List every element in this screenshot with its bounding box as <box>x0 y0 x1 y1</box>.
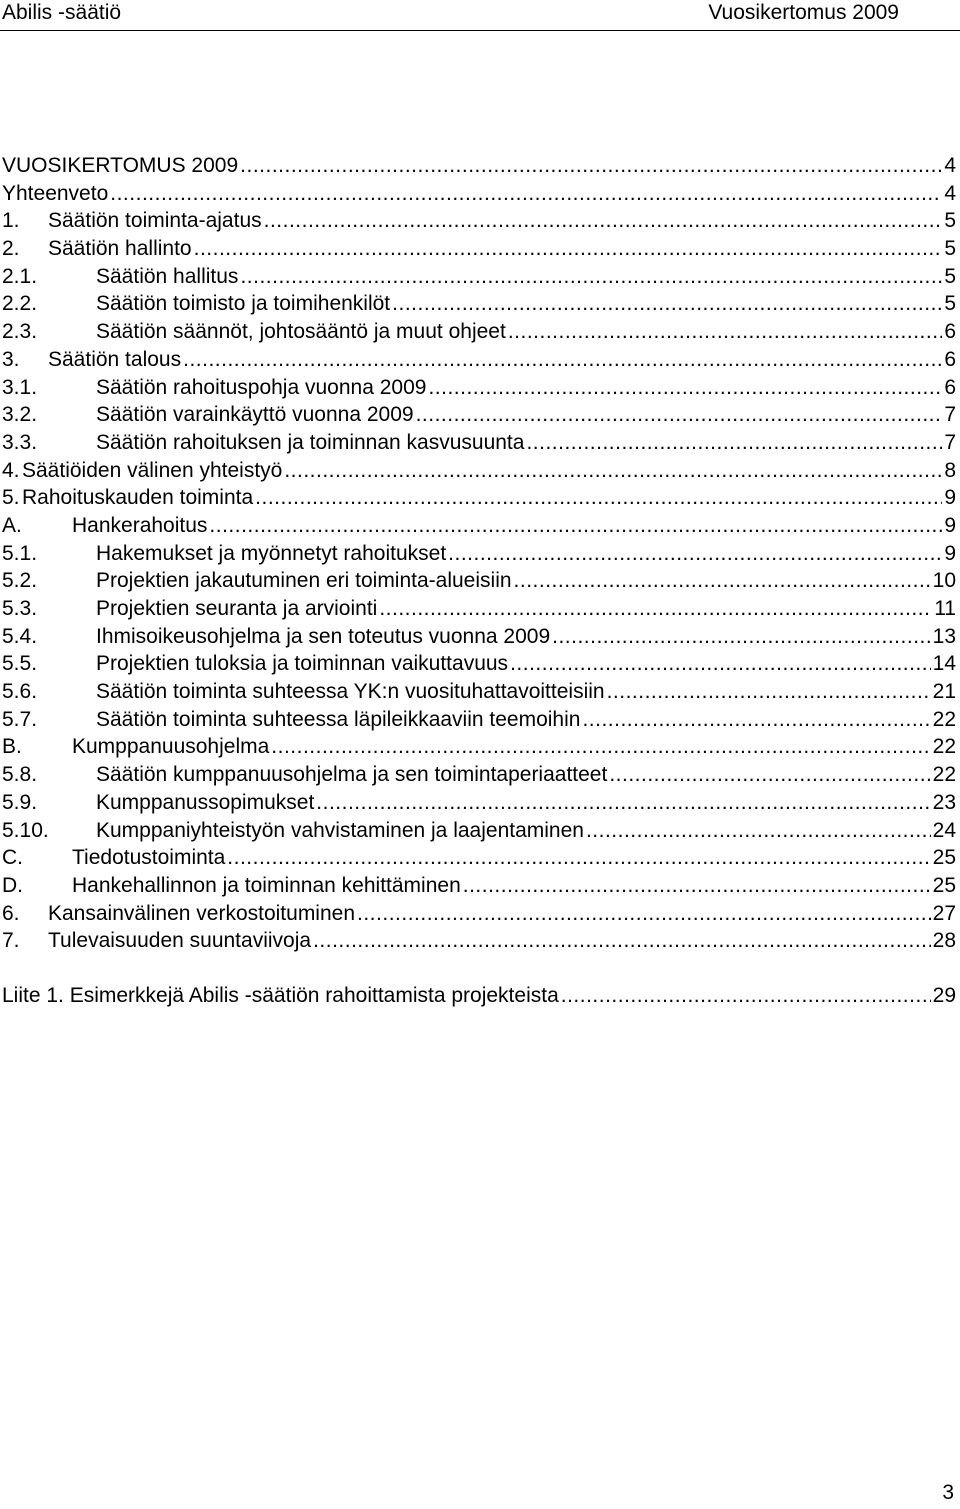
toc-dot-leader <box>227 844 930 872</box>
toc-dot-leader <box>448 540 942 568</box>
toc-entry[interactable] <box>0 761 960 789</box>
toc-dot-leader <box>463 872 931 900</box>
toc-entry-line <box>2 567 960 595</box>
toc-entry-number: 7. <box>2 929 20 953</box>
toc-dot-leader <box>240 152 942 180</box>
toc-dot-leader <box>416 401 943 429</box>
toc-entry-line <box>2 650 960 678</box>
toc-entry-title: Tulevaisuuden suuntaviivoja <box>48 929 312 953</box>
toc-entry-page: 4 <box>944 154 956 177</box>
toc-entry[interactable] <box>0 346 960 374</box>
toc-entry[interactable] <box>0 817 960 845</box>
toc-entry-title: Hankerahoitus <box>72 513 208 537</box>
toc-entry-page: 9 <box>944 486 956 510</box>
toc-entry-title: Säätiön hallinto <box>48 237 192 261</box>
toc-entry-page: 27 <box>932 901 956 925</box>
toc-entry[interactable] <box>0 318 960 346</box>
toc-dot-leader <box>561 982 931 1010</box>
toc-entry-line <box>2 872 960 900</box>
toc-entry-line <box>2 761 960 789</box>
toc-dot-leader <box>255 484 942 512</box>
toc-entry-title: Kumppanuusohjelma <box>72 735 270 759</box>
toc-entry-title: Projektien seuranta ja arviointi <box>96 597 378 620</box>
toc-entry-title: Liite 1. Esimerkkejä Abilis -säätiön rahoittamista projekteista <box>2 983 559 1007</box>
toc-entry-line <box>2 927 960 955</box>
toc-entry[interactable] <box>0 706 960 734</box>
toc-entry[interactable] <box>0 567 960 595</box>
toc-entry[interactable] <box>0 235 960 263</box>
toc-entry-title: Säätiön toimisto ja toimihenkilöt <box>96 292 391 316</box>
toc-entry-page: 25 <box>932 846 956 870</box>
toc-entry[interactable] <box>0 982 960 1010</box>
toc-entry-title: Ihmisoikeusohjelma ja sen toteutus vuonna 2009 <box>96 624 551 648</box>
toc-entry[interactable] <box>0 429 960 457</box>
toc-dot-leader <box>183 346 942 374</box>
toc-entry-number: C. <box>2 846 23 870</box>
toc-entry-line <box>2 180 960 208</box>
toc-entry-title: Rahoituskauden toiminta <box>22 486 254 510</box>
toc-entry-number: 5.10. <box>2 818 49 842</box>
toc-entry-number: 4. <box>2 458 20 482</box>
page-header <box>0 0 960 31</box>
toc-entry-line <box>2 540 960 568</box>
toc-entry-title: VUOSIKERTOMUS 2009 <box>2 154 239 177</box>
toc-entry-page: 21 <box>932 680 956 704</box>
toc-entry-number: 5.3. <box>2 597 38 620</box>
toc-entry-number: 3. <box>2 347 20 371</box>
toc-dot-leader <box>586 817 931 845</box>
toc-entry-page: 13 <box>932 624 956 648</box>
toc-dot-leader <box>514 567 931 595</box>
toc-entry-page: 5 <box>944 264 956 288</box>
toc-entry-line <box>2 623 960 651</box>
toc-entry-number: 2. <box>2 237 20 261</box>
toc-entry-page: 9 <box>944 513 956 537</box>
toc-dot-leader <box>316 789 930 817</box>
toc-entry-line <box>2 374 960 402</box>
toc-entry-page: 9 <box>944 541 956 565</box>
toc-entry-title: Hankehallinnon ja toiminnan kehittäminen <box>72 873 461 897</box>
toc-dot-leader <box>209 512 942 540</box>
toc-entry-title: Säätiön säännöt, johtosääntö ja muut ohjeet <box>96 320 506 344</box>
toc-entry-page: 22 <box>932 707 956 731</box>
toc-entry[interactable] <box>0 733 960 761</box>
toc-entry-number: 5.7. <box>2 707 38 731</box>
toc-entry-title: Tiedotustoiminta <box>72 846 226 870</box>
toc-entry-line <box>2 401 960 429</box>
toc-entry-number: 5.2. <box>2 569 38 593</box>
toc-entry-page: 29 <box>932 983 956 1007</box>
toc-entry-number: 2.2. <box>2 292 38 316</box>
toc-entry[interactable] <box>0 512 960 540</box>
toc-entry-title: Säätiön toiminta suhteessa läpileikkaaviin teemoihin <box>96 707 581 731</box>
toc-entry-page: 5 <box>944 292 956 316</box>
toc-dot-leader <box>392 290 942 318</box>
toc-entry-number: B. <box>2 735 22 759</box>
toc-entry-page: 5 <box>944 237 956 261</box>
toc-entry[interactable] <box>0 180 960 208</box>
toc-entry[interactable] <box>0 872 960 900</box>
toc-entry-title: Kansainvälinen verkostoituminen <box>48 901 356 925</box>
toc-entry-page: 6 <box>944 320 956 344</box>
toc-entry[interactable] <box>0 374 960 402</box>
toc-entry-title: Projektien jakautuminen eri toiminta-alueisiin <box>96 569 512 593</box>
toc-entry[interactable] <box>0 927 960 955</box>
toc-dot-leader <box>526 429 942 457</box>
toc-dot-leader <box>510 650 931 678</box>
toc-entry-line <box>2 595 960 623</box>
toc-entry-page: 22 <box>932 763 956 787</box>
toc-entry-line <box>2 678 960 706</box>
toc-entry-page: 25 <box>932 873 956 897</box>
toc-entry-page: 23 <box>932 790 956 814</box>
toc-entry-page: 6 <box>944 347 956 371</box>
toc-entry-title: Säätiön rahoituspohja vuonna 2009 <box>96 375 427 399</box>
toc-entry[interactable] <box>0 457 960 485</box>
toc-entry-line <box>2 457 960 485</box>
toc-entry-line <box>2 512 960 540</box>
toc-entry-title: Yhteenveto <box>2 181 109 205</box>
toc-entry[interactable] <box>0 207 960 235</box>
toc-entry-number: 3.1. <box>2 375 38 399</box>
toc-entry-title: Säätiön hallitus <box>96 264 239 288</box>
toc-entry-title: Kumppanussopimukset <box>96 790 315 814</box>
toc-entry-line <box>2 484 960 512</box>
toc-entry-number: A. <box>2 513 22 537</box>
toc-entry[interactable] <box>0 789 960 817</box>
toc-entry-number: 5.4. <box>2 624 38 648</box>
toc-entry-number: 5.8. <box>2 763 38 787</box>
toc-entry-title: Säätiön talous <box>48 347 182 371</box>
toc-entry-page: 22 <box>932 735 956 759</box>
toc-entry-page: 11 <box>934 597 956 620</box>
toc-entry-title: Projektien tuloksia ja toiminnan vaikuttavuus <box>96 652 509 676</box>
toc-entry-number: 2.1. <box>2 264 38 288</box>
toc-entry-number: 3.2. <box>2 403 38 427</box>
toc-entry-line <box>2 982 960 1010</box>
toc-entry-line <box>2 844 960 872</box>
toc-entry[interactable] <box>0 290 960 318</box>
toc-entry-line <box>2 152 960 180</box>
toc-entry-title: Kumppaniyhteistyön vahvistaminen ja laajentaminen <box>96 818 584 842</box>
toc-entry[interactable] <box>0 484 960 512</box>
toc-entry-title: Säätiön varainkäyttö vuonna 2009 <box>96 403 414 427</box>
toc-dot-leader <box>552 623 931 651</box>
toc-entry-line <box>2 290 960 318</box>
toc-entry-number: 5.6. <box>2 680 38 704</box>
toc-entry[interactable] <box>0 595 960 623</box>
toc-entry-line <box>2 900 960 928</box>
toc-entry[interactable] <box>0 623 960 651</box>
toc-dot-leader <box>357 900 931 928</box>
toc-entry-number: D. <box>2 873 23 897</box>
toc-entry-page: 14 <box>932 652 956 676</box>
toc-entry-line <box>2 235 960 263</box>
toc-entry-line <box>2 263 960 291</box>
toc-entry-page: 24 <box>932 818 956 842</box>
toc-entry[interactable] <box>0 152 960 180</box>
toc-entry-number: 1. <box>2 209 20 233</box>
toc-entry-number: 5. <box>2 486 20 510</box>
toc-entry-number: 2.3. <box>2 320 38 344</box>
toc-entry[interactable] <box>0 401 960 429</box>
toc-entry-line <box>2 733 960 761</box>
toc-dot-leader <box>271 733 930 761</box>
toc-entry-line <box>2 318 960 346</box>
toc-entry-line <box>2 429 960 457</box>
toc-entry-title: Säätiön toiminta-ajatus <box>48 209 262 233</box>
toc-dot-leader <box>379 595 932 623</box>
toc-dot-leader <box>194 235 943 263</box>
toc-dot-leader <box>313 927 931 955</box>
toc-entry-page: 10 <box>932 569 956 593</box>
toc-entry-number: 5.9. <box>2 790 38 814</box>
toc-entry[interactable] <box>0 263 960 291</box>
toc-entry[interactable] <box>0 650 960 678</box>
toc-entry-line <box>2 706 960 734</box>
toc-dot-leader <box>284 457 942 485</box>
toc-entry-page: 8 <box>944 458 956 482</box>
toc-entry-page: 4 <box>944 181 956 205</box>
toc-entry[interactable] <box>0 540 960 568</box>
table-of-contents <box>0 152 960 1010</box>
toc-dot-leader <box>110 180 942 208</box>
toc-entry-number: 6. <box>2 901 20 925</box>
toc-entry-title: Säätiön toiminta suhteessa YK:n vuosituhattavoitteisiin <box>96 680 605 704</box>
toc-dot-leader <box>240 263 942 291</box>
header-document-title: Vuosikertomus 2009 <box>708 1 899 24</box>
header-organization: Abilis -säätiö <box>2 1 122 24</box>
toc-entry-line <box>2 346 960 374</box>
toc-entry-line <box>2 207 960 235</box>
toc-dot-leader <box>607 678 931 706</box>
toc-entry-number: 5.1. <box>2 541 38 565</box>
toc-dot-leader <box>264 207 943 235</box>
page-number: 3 <box>942 1481 954 1504</box>
toc-entry-title: Säätiön kumppanuusohjelma ja sen toimintaperiaatteet <box>96 763 608 787</box>
toc-dot-leader <box>582 706 930 734</box>
toc-entry-number: 5.5. <box>2 652 38 676</box>
toc-entry[interactable] <box>0 900 960 928</box>
toc-entry-title: Säätiöiden välinen yhteistyö <box>22 458 283 482</box>
toc-entry-page: 7 <box>944 430 956 454</box>
toc-dot-leader <box>609 761 930 789</box>
toc-entry[interactable] <box>0 678 960 706</box>
toc-entry-line <box>2 789 960 817</box>
toc-entry-line <box>2 817 960 845</box>
toc-entry-title: Hakemukset ja myönnetyt rahoitukset <box>96 541 447 565</box>
toc-entry-title: Säätiön rahoituksen ja toiminnan kasvusuunta <box>96 430 525 454</box>
toc-entry-page: 28 <box>932 929 956 953</box>
toc-entry-page: 6 <box>944 375 956 399</box>
toc-dot-leader <box>508 318 943 346</box>
toc-dot-leader <box>428 374 942 402</box>
toc-entry[interactable] <box>0 844 960 872</box>
toc-entry-page: 7 <box>944 403 956 427</box>
toc-entry-page: 5 <box>944 209 956 233</box>
toc-entry-number: 3.3. <box>2 430 38 454</box>
